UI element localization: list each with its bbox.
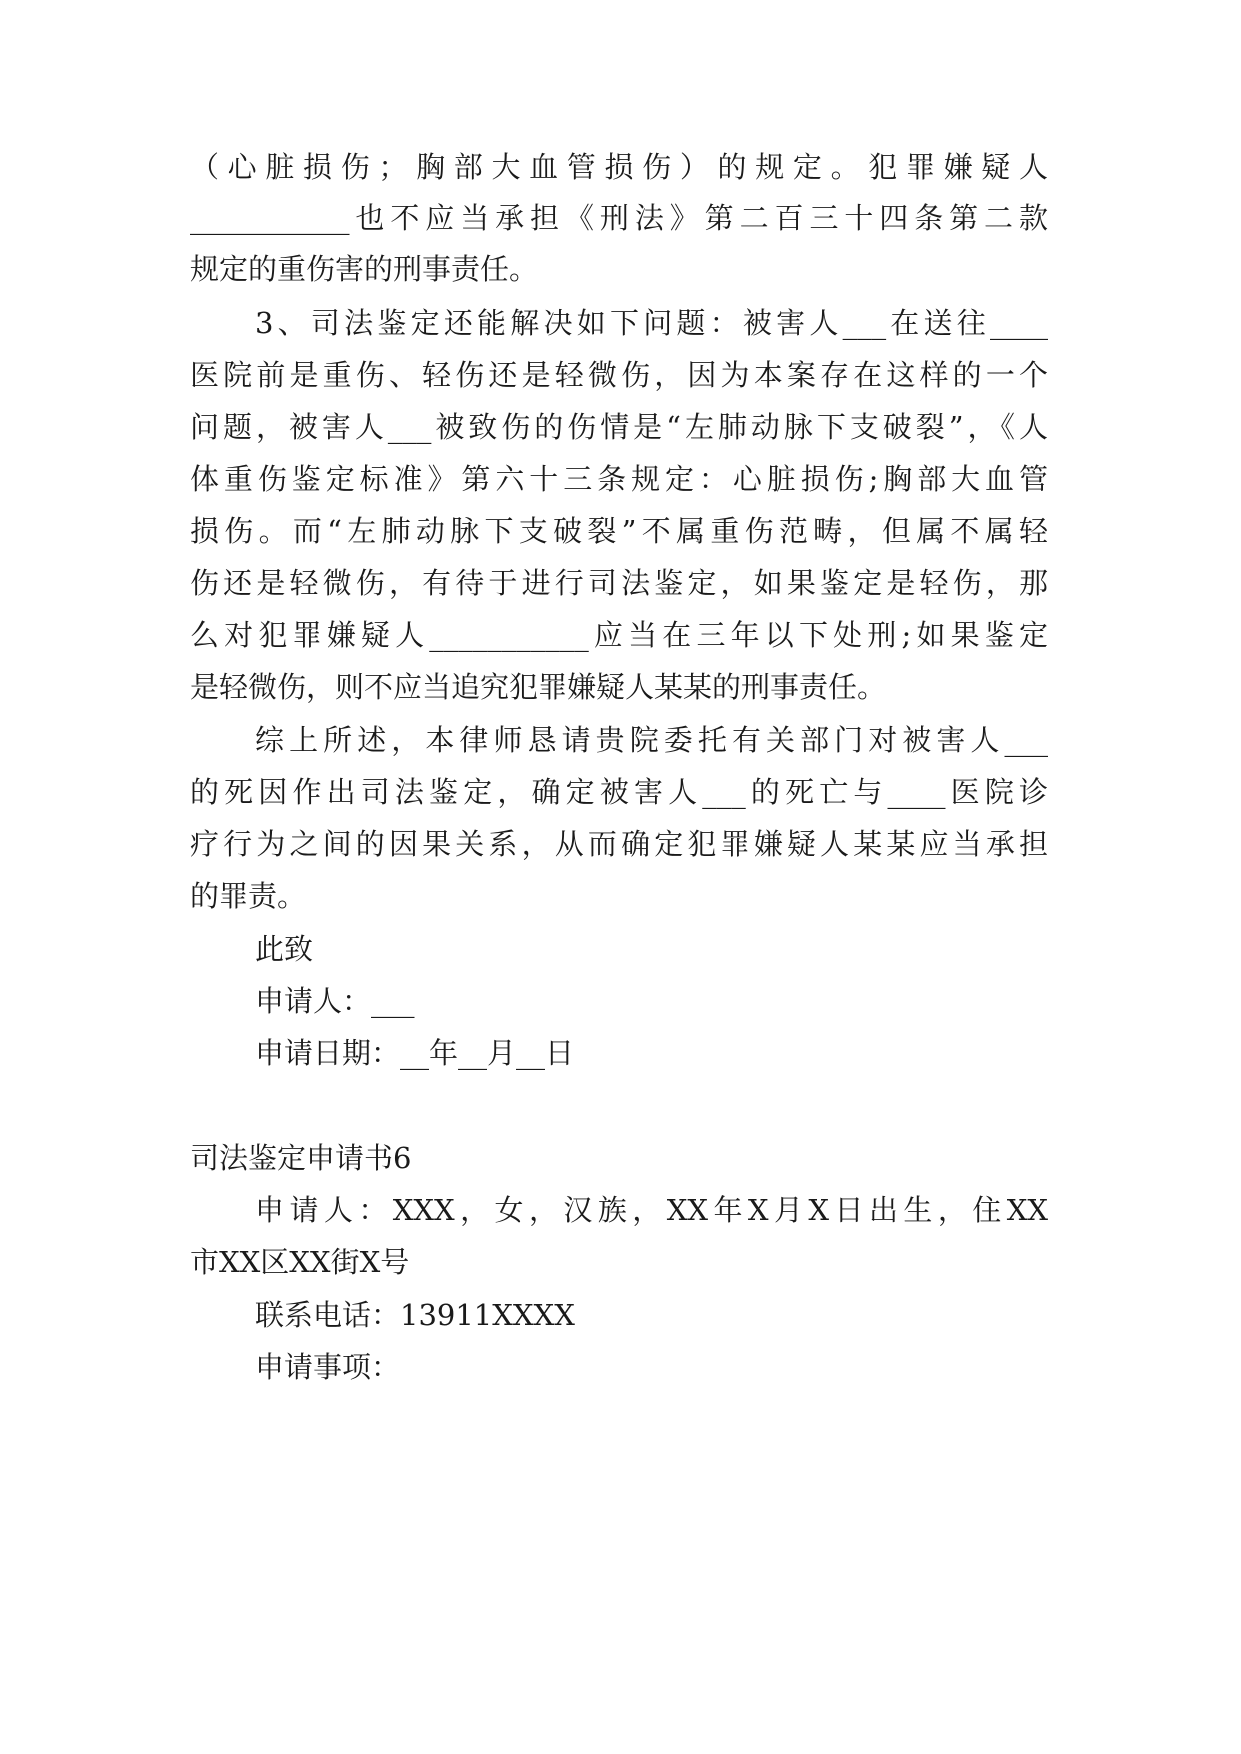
paragraph-2-line-2: 医院前是重伤、轻伤还是轻微伤，因为本案存在这样的一个 [190, 358, 1048, 392]
paragraph-2-line-5: 损伤。而“左肺动脉下支破裂”不属重伤范畴，但属不属轻 [190, 514, 1048, 548]
paragraph-1-line-3: 规定的重伤害的刑事责任。 [190, 252, 539, 286]
contact-phone: 联系电话：13911XXXX [255, 1298, 575, 1332]
paragraph-2-line-8: 是轻微伤，则不应当追究犯罪嫌疑人某某的刑事责任。 [190, 670, 887, 704]
paragraph-1-line-2: ___________也不应当承担《刑法》第二百三十四条第二款 [190, 201, 1048, 235]
paragraph-1-line-1: （心脏损伤；胸部大血管损伤）的规定。犯罪嫌疑人 [190, 150, 1048, 184]
paragraph-2-line-6: 伤还是轻微伤，有待于进行司法鉴定，如果鉴定是轻伤，那 [190, 566, 1048, 600]
paragraph-2-line-7: 么对犯罪嫌疑人___________应当在三年以下处刑;如果鉴定 [190, 618, 1048, 652]
paragraph-2-line-3: 问题，被害人___被致伤的伤情是“左肺动脉下支破裂”，《人 [190, 410, 1048, 444]
paragraph-3-line-3: 疗行为之间的因果关系，从而确定犯罪嫌疑人某某应当承担 [190, 827, 1048, 861]
section-title: 司法鉴定申请书6 [190, 1141, 412, 1175]
applicant-signature: 申请人：___ [255, 984, 415, 1018]
application-date: 申请日期：__年__月__日 [255, 1036, 575, 1070]
applicant-info-line-1: 申请人：XXX，女，汉族，XX年X月X日出生，住XX [255, 1193, 1048, 1227]
paragraph-3-line-1: 综上所述，本律师恳请贵院委托有关部门对被害人___ [255, 723, 1048, 757]
paragraph-3-line-2: 的死因作出司法鉴定，确定被害人___的死亡与____医院诊 [190, 775, 1048, 809]
salutation: 此致 [255, 932, 314, 966]
application-items-label: 申请事项： [255, 1350, 401, 1384]
paragraph-2-line-1: 3、司法鉴定还能解决如下问题：被害人___在送往____ [255, 306, 1048, 340]
paragraph-2-line-4: 体重伤鉴定标准》第六十三条规定：心脏损伤;胸部大血管 [190, 462, 1048, 496]
applicant-info-line-2: 市XX区XX街X号 [190, 1245, 410, 1279]
paragraph-3-line-4: 的罪责。 [190, 879, 307, 913]
